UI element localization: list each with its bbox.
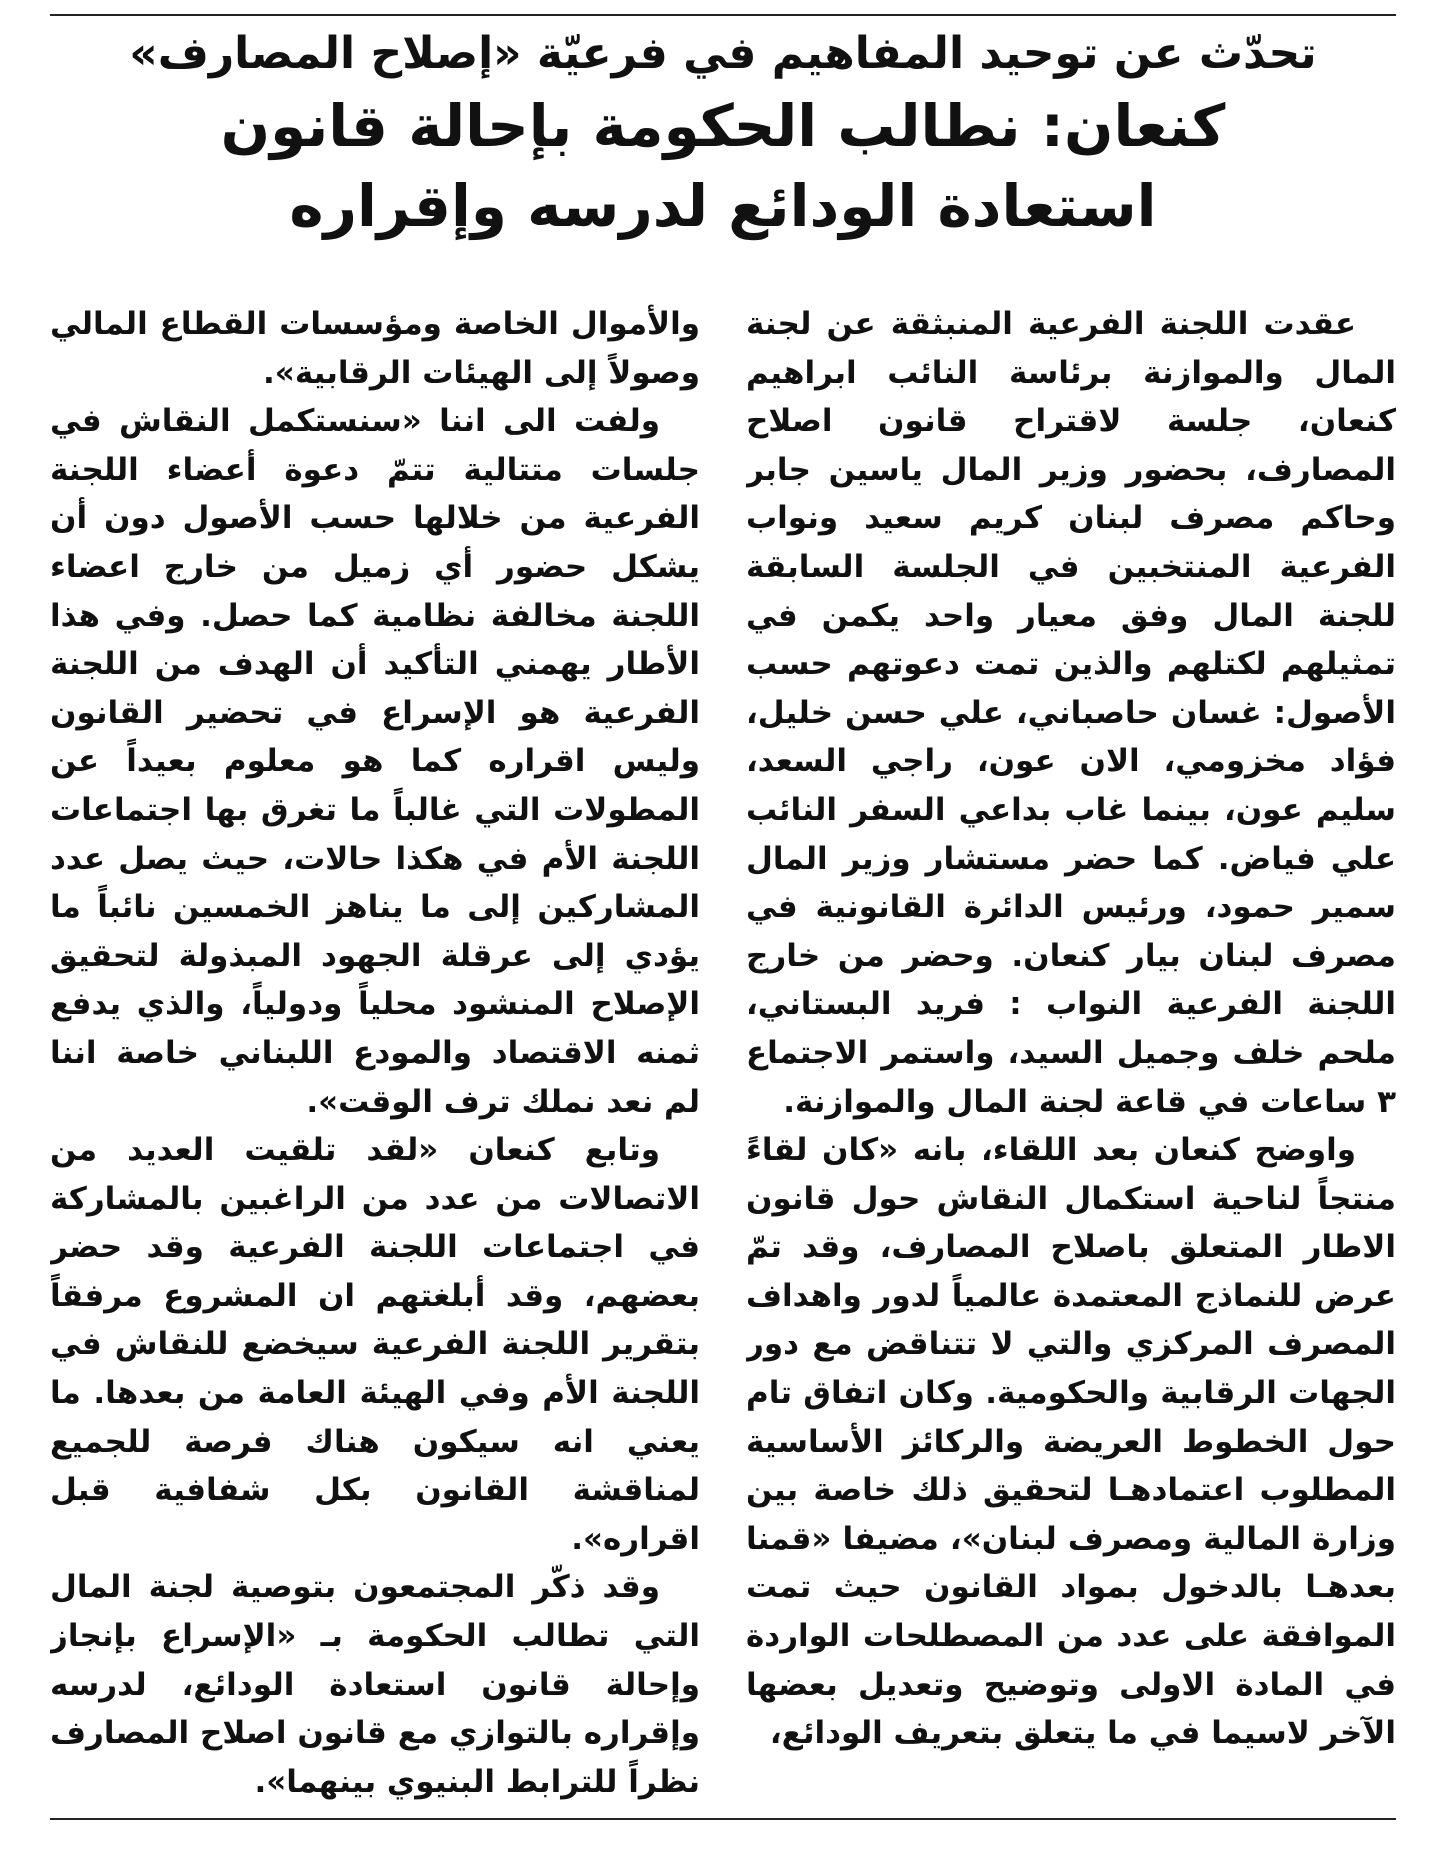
headline-title-line-1: كنعان: نطالب الحكومة بإحالة قانون bbox=[220, 92, 1226, 160]
top-rule bbox=[50, 14, 1396, 16]
column-left bbox=[50, 300, 700, 1805]
headline-block bbox=[60, 22, 1386, 246]
article-body bbox=[50, 300, 1396, 1805]
paragraph: واوضح كنعان بعد اللقاء، بانه «كان لقاءً منتجاً لناحية استكمال النقاش حول قانون الاطار المتعلق باصلاح المصارف، وقد تمّ عرض للنماذج المعتمدة عالمياً لدور واهداف المصرف المركزي والتي لا تتناقض مع دور الجهات الرقابية والحكومية. وكان اتفاق تام حول الخطوط العريضة والركائز الأساسية المطلوب اعتمادهـا لتحقيق ذلك خاصة بين وزارة المالية ومصرف لبنان»، مضيفا «قمنا بعدهـا بالدخول بمواد القانون حيث تمت الموافقة على عدد من المصطلحات الواردة في المادة الاولى وتوضيح وتعديل بعضها الآخر لاسيما في ما يتعلق بتعريف الودائع، bbox=[746, 1132, 1396, 1752]
headline-title-line-2: استعادة الودائع لدرسه وإقراره bbox=[289, 172, 1157, 240]
column-right bbox=[746, 300, 1396, 1805]
paragraph: وقد ذكّر المجتمعون بتوصية لجنة المال التي تطالب الحكومة بـ «الإسراع بإنجاز وإحالة قانون استعادة الودائع، لدرسه وإقراره بالتوازي مع قانون اصلاح المصارف نظراً للترابط البنيوي بينهما». bbox=[50, 1569, 700, 1800]
paragraph: وتابع كنعان «لقد تلقيت العديد من الاتصالات من عدد من الراغبين بالمشاركة في اجتماعات اللجنة الفرعية وقد حضر بعضهم، وقد أبلغتهم ان المشروع مرفقاً بتقرير اللجنة الفرعية سيخضع للنقاش في اللجنة الأم وفي الهيئة العامة من بعدها. ما يعني انه سيكون هناك فرصة للجميع لمناقشة القانون بكل شفافية قبل اقراره». bbox=[50, 1132, 700, 1557]
bottom-rule bbox=[50, 1818, 1396, 1820]
paragraph: والأموال الخاصة ومؤسسات القطاع المالي وصولاً إلى الهيئات الرقابية». bbox=[50, 306, 700, 391]
paragraph: ولفت الى اننا «سنستكمل النقاش في جلسات متتالية تتمّ دعوة أعضاء اللجنة الفرعية من خلالها حسب الأصول دون أن يشكل حضور أي زميل من خارج اعضاء اللجنة مخالفة نظامية كما حصل. وفي هذا الأطار يهمني التأكيد أن الهدف من اللجنة الفرعية هو الإسراع في تحضير القانون وليس اقراره كما هو معلوم بعيداً عن المطولات التي غالباً ما تغرق بها اجتماعات اللجنة الأم في هكذا حالات، حيث يصل عدد المشاركين إلى ما يناهز الخمسين نائباً ما يؤدي إلى عرقلة الجهود المبذولة لتحقيق الإصلاح المنشود محلياً ودولياً، والذي يدفع ثمنه الاقتصاد والمودع اللبناني خاصة اننا لم نعد نملك ترف الوقت». bbox=[50, 403, 700, 1120]
headline-kicker: تحدّث عن توحيد المفاهيم في فرعيّة «إصلاح المصارف» bbox=[129, 28, 1317, 79]
paragraph: عقدت اللجنة الفرعية المنبثقة عن لجنة المال والموازنة برئاسة النائب ابراهيم كنعان، جلسة لاقتراح قانون اصلاح المصارف، بحضور وزير المال ياسين جابر وحاكم مصرف لبنان كريم سعيد ونواب الفرعية المنتخبين في الجلسة السابقة للجنة المال وفق معيار واحد يكمن في تمثيلهم لكتلهم والذين تمت دعوتهم حسب الأصول: غسان حاصباني، علي حسن خليل، فؤاد مخزومي، الان عون، راجي السعد، سليم عون، بينما غاب بداعي السفر النائب علي فياض. كما حضر مستشار وزير المال سمير حمود، ورئيس الدائرة القانونية في مصرف لبنان بيار كنعان. وحضر من خارج اللجنة الفرعية النواب : فريد البستاني، ملحم خلف وجميل السيد، واستمر الاجتماع ٣ ساعات في قاعة لجنة المال والموازنة. bbox=[746, 306, 1396, 1120]
